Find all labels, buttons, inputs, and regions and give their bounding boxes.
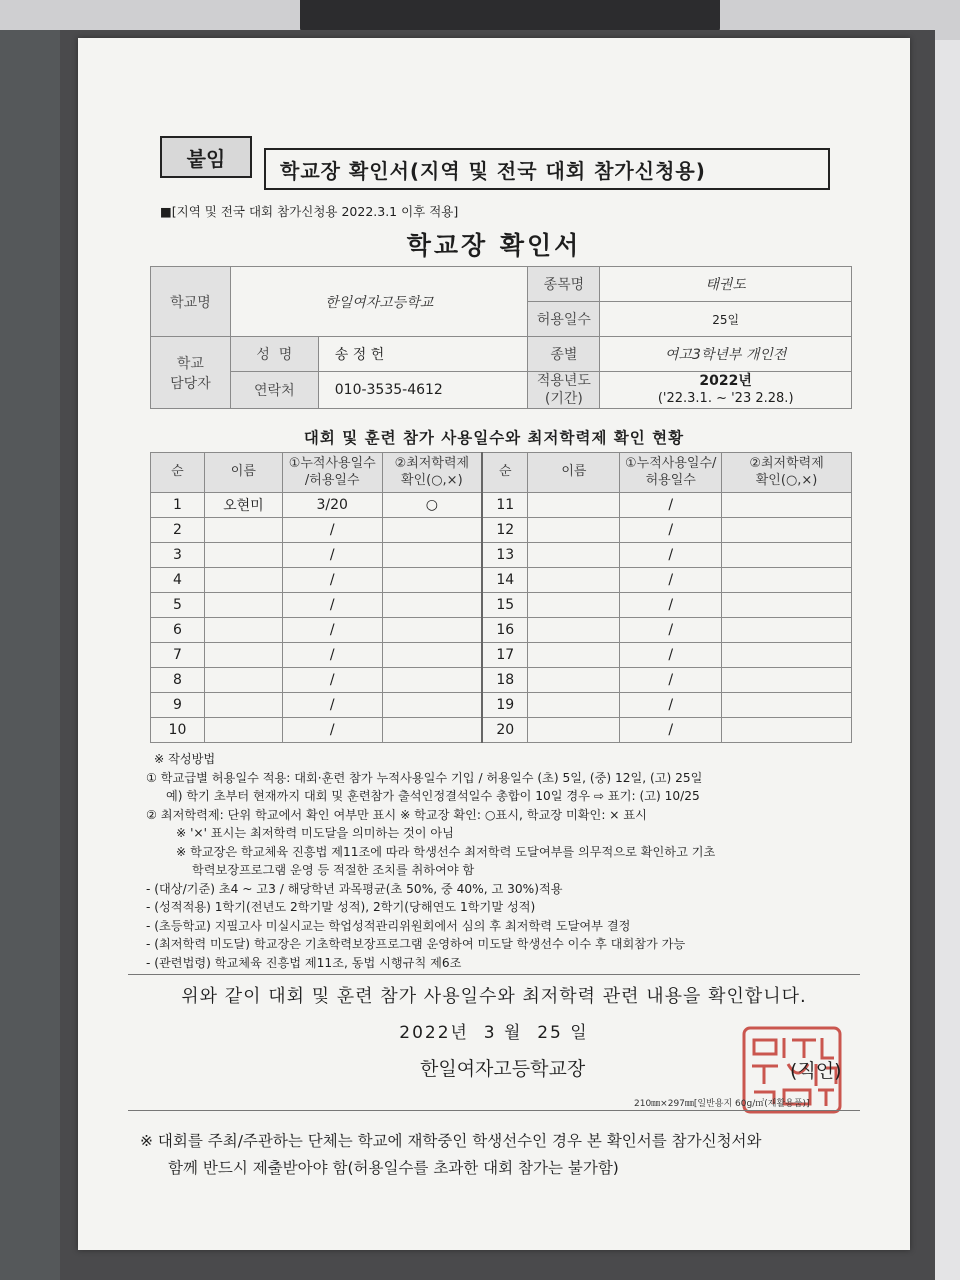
table-cell bbox=[722, 718, 852, 743]
col-no-left: 순 bbox=[151, 453, 205, 493]
col-days-left-line1: ①누적사용일수 bbox=[288, 456, 376, 472]
divider bbox=[128, 974, 860, 975]
table-cell bbox=[528, 718, 620, 743]
table-cell bbox=[528, 518, 620, 543]
table-row bbox=[151, 493, 852, 518]
col-check-right-line1: ②최저학력제 bbox=[749, 456, 824, 472]
note-line: 예) 학기 초부터 현재까지 대회 및 훈련참가 출석인정결석일수 총합이 10일 경우 ⇨ 표기: (고) 10/25 bbox=[166, 789, 700, 803]
note-line: 학력보장프로그램 운영 등 적절한 조치를 취하여야 함 bbox=[192, 863, 475, 877]
event-label: 종목명 bbox=[528, 267, 600, 302]
contact-label: 연락처 bbox=[230, 372, 318, 409]
usage-table bbox=[150, 452, 852, 743]
period-value: ('22.3.1. ~ '23 2.28.) bbox=[657, 391, 794, 406]
table-cell bbox=[382, 693, 482, 718]
table-cell: 6 bbox=[151, 618, 205, 643]
note-line: ② 최저학력제: 단위 학교에서 확인 여부만 표시 ※ 학교장 확인: ○표시, 학교장 미확인: × 표시 bbox=[146, 807, 647, 822]
table-cell bbox=[722, 543, 852, 568]
table-cell: 13 bbox=[482, 543, 528, 568]
note-line: ※ 작성방법 bbox=[154, 752, 216, 766]
table-cell: 8 bbox=[151, 668, 205, 693]
page-title: 학교장 확인서 bbox=[406, 231, 582, 260]
instructions bbox=[146, 750, 866, 972]
note-line: - (대상/기준) 초4 ~ 고3 / 해당학년 과목평균(초 50%, 중 40%, 고 30%)적용 bbox=[146, 881, 563, 896]
note-line: ① 학교급별 허용일수 적용: 대회·훈련 참가 누적사용일수 기입 / 허용일수 (초) 5일, (중) 12일, (고) 25일 bbox=[146, 770, 703, 785]
seal-label: (직인) bbox=[790, 1060, 842, 1082]
col-days-right-line1: ①누적사용일수/ bbox=[625, 456, 717, 472]
table-row bbox=[151, 543, 852, 568]
table-cell: 12 bbox=[482, 518, 528, 543]
table-cell: 20 bbox=[482, 718, 528, 743]
manager-label-line2: 담당자 bbox=[170, 375, 211, 392]
table-cell bbox=[382, 518, 482, 543]
table-cell: 11 bbox=[482, 493, 528, 518]
table-cell: / bbox=[620, 643, 722, 668]
table-cell bbox=[204, 618, 282, 643]
table-cell bbox=[204, 593, 282, 618]
paper-spec: 210㎜×297㎜[일반용지 60g/㎡(재활용품)] bbox=[634, 1099, 810, 1109]
table-cell bbox=[528, 618, 620, 643]
table-cell bbox=[382, 593, 482, 618]
attachment-tag: 붙임 bbox=[160, 136, 252, 178]
table-cell: / bbox=[620, 718, 722, 743]
manager-name: 송 정 헌 bbox=[318, 337, 528, 372]
table-cell: / bbox=[282, 518, 382, 543]
table-cell bbox=[528, 693, 620, 718]
table-cell bbox=[722, 593, 852, 618]
table-cell bbox=[204, 518, 282, 543]
table-cell bbox=[722, 668, 852, 693]
school-label: 학교명 bbox=[151, 267, 231, 337]
table-row bbox=[151, 668, 852, 693]
table-cell bbox=[528, 493, 620, 518]
table-cell: / bbox=[282, 568, 382, 593]
col-check-right bbox=[722, 453, 852, 493]
table-cell: 오현미 bbox=[204, 493, 282, 518]
table-cell bbox=[204, 668, 282, 693]
col-no-right: 순 bbox=[482, 453, 528, 493]
col-days-left bbox=[282, 453, 382, 493]
table-cell bbox=[528, 643, 620, 668]
col-days-left-line2: /허용일수 bbox=[304, 472, 360, 488]
table-cell bbox=[722, 518, 852, 543]
table-cell bbox=[382, 543, 482, 568]
table-cell: 10 bbox=[151, 718, 205, 743]
col-name-right: 이름 bbox=[528, 453, 620, 493]
table-cell bbox=[382, 668, 482, 693]
table-cell bbox=[722, 693, 852, 718]
col-name-left: 이름 bbox=[204, 453, 282, 493]
table-cell bbox=[528, 593, 620, 618]
table-cell: 16 bbox=[482, 618, 528, 643]
table-cell: / bbox=[620, 568, 722, 593]
col-days-right bbox=[620, 453, 722, 493]
table-cell: 4 bbox=[151, 568, 205, 593]
table-cell: / bbox=[620, 668, 722, 693]
note-line: - (관련법령) 학교체육 진흥법 제11조, 동법 시행규칙 제6조 bbox=[146, 955, 462, 970]
table-cell: 18 bbox=[482, 668, 528, 693]
table-cell: 9 bbox=[151, 693, 205, 718]
col-check-left-line2: 확인(○,×) bbox=[401, 472, 463, 488]
table-cell: / bbox=[282, 543, 382, 568]
table-cell: / bbox=[620, 543, 722, 568]
table-cell: / bbox=[282, 693, 382, 718]
table-cell: 19 bbox=[482, 693, 528, 718]
table-cell: 5 bbox=[151, 593, 205, 618]
contact-value: 010-3535-4612 bbox=[318, 372, 528, 409]
year-label-line1: 적용년도 bbox=[536, 373, 591, 389]
note-line: - (최저학력 미도달) 학교장은 기초학력보장프로그램 운영하여 미도달 학생선수 이수 후 대회참가 가능 bbox=[146, 937, 686, 951]
table-row bbox=[151, 643, 852, 668]
col-days-right-line2: 허용일수 bbox=[645, 472, 696, 488]
table-cell bbox=[722, 618, 852, 643]
issue-date: 2022년 3 월 25 일 bbox=[399, 1023, 589, 1043]
table-cell: 15 bbox=[482, 593, 528, 618]
allowed-days-value: 25일 bbox=[600, 302, 852, 337]
document-heading-box: 학교장 확인서(지역 및 전국 대회 참가신청용) bbox=[264, 148, 830, 190]
table-cell bbox=[722, 568, 852, 593]
note-line: ※ '×' 표시는 최저학력 미도달을 의미하는 것이 아님 bbox=[176, 826, 454, 840]
table-cell: 3/20 bbox=[282, 493, 382, 518]
table-cell: 17 bbox=[482, 643, 528, 668]
table-cell bbox=[528, 568, 620, 593]
note-line: ※ 학교장은 학교체육 진흥법 제11조에 따라 학생선수 최저학력 도달여부를 의무적으로 확인하고 기초 bbox=[176, 844, 716, 859]
manager-label bbox=[151, 337, 231, 409]
table-cell bbox=[722, 643, 852, 668]
table-row bbox=[151, 718, 852, 743]
note-line: - (초등학교) 지필고사 미실시교는 학업성적관리위원회에서 심의 후 최저학력 도달여부 결정 bbox=[146, 918, 631, 933]
table-cell bbox=[204, 643, 282, 668]
year-label-line2: (기간) bbox=[544, 391, 583, 407]
table-cell: / bbox=[282, 668, 382, 693]
info-table bbox=[150, 266, 852, 409]
footer-line: ※ 대회를 주최/주관하는 단체는 학교에 재학중인 학생선수인 경우 본 확인서를 참가신청서와 bbox=[140, 1132, 762, 1150]
year-value: 2022년 bbox=[699, 373, 752, 389]
table-cell: / bbox=[620, 618, 722, 643]
allowed-days-label: 허용일수 bbox=[528, 302, 600, 337]
table-cell bbox=[528, 668, 620, 693]
laptop-edge bbox=[300, 0, 720, 34]
name-label: 성 명 bbox=[230, 337, 318, 372]
table-cell: 14 bbox=[482, 568, 528, 593]
division-value: 여고3학년부 개인전 bbox=[600, 337, 852, 372]
principal-name: 한일여자고등학교장 bbox=[420, 1058, 586, 1080]
division-label: 종별 bbox=[528, 337, 600, 372]
col-check-left bbox=[382, 453, 482, 493]
table-cell bbox=[204, 718, 282, 743]
table-row bbox=[151, 618, 852, 643]
table-cell: / bbox=[620, 593, 722, 618]
year-label bbox=[528, 372, 600, 409]
table-cell: / bbox=[282, 718, 382, 743]
table-cell: / bbox=[620, 693, 722, 718]
table-row bbox=[151, 593, 852, 618]
table-cell bbox=[382, 568, 482, 593]
table-cell bbox=[204, 543, 282, 568]
table-cell bbox=[382, 643, 482, 668]
table-cell bbox=[528, 543, 620, 568]
binder-spine bbox=[0, 30, 60, 1280]
table-cell bbox=[204, 568, 282, 593]
table-cell bbox=[382, 618, 482, 643]
table-cell: 1 bbox=[151, 493, 205, 518]
usage-table-body bbox=[151, 493, 852, 743]
table-cell bbox=[722, 493, 852, 518]
table-cell: 3 bbox=[151, 543, 205, 568]
table-cell: / bbox=[282, 593, 382, 618]
manager-label-line1: 학교 bbox=[176, 355, 204, 372]
table-row bbox=[151, 693, 852, 718]
col-check-right-line2: 확인(○,×) bbox=[755, 472, 818, 488]
school-name: 한일여자고등학교 bbox=[230, 267, 528, 337]
divider bbox=[128, 1110, 860, 1111]
table-cell: 7 bbox=[151, 643, 205, 668]
usage-section-title: 대회 및 훈련 참가 사용일수와 최저학력제 확인 현황 bbox=[303, 429, 685, 447]
table-cell bbox=[382, 718, 482, 743]
footer-line: 함께 반드시 제출받아야 함(허용일수를 초과한 대회 참가는 불가함) bbox=[168, 1159, 619, 1177]
table-cell: / bbox=[620, 518, 722, 543]
col-check-left-line1: ②최저학력제 bbox=[394, 456, 470, 472]
event-value: 태권도 bbox=[600, 267, 852, 302]
table-cell: / bbox=[620, 493, 722, 518]
table-cell: / bbox=[282, 643, 382, 668]
table-cell: ○ bbox=[382, 493, 482, 518]
table-row bbox=[151, 518, 852, 543]
confirmation-statement: 위와 같이 대회 및 훈련 참가 사용일수와 최저학력 관련 내용을 확인합니다. bbox=[181, 986, 807, 1007]
table-cell bbox=[204, 693, 282, 718]
table-row bbox=[151, 568, 852, 593]
note-line: - (성적적용) 1학기(전년도 2학기말 성적), 2학기(당해연도 1학기말 성적) bbox=[146, 900, 536, 914]
table-cell: 2 bbox=[151, 518, 205, 543]
scope-note: ■[지역 및 전국 대회 참가신청용 2022.3.1 이후 적용] bbox=[160, 204, 459, 219]
table-cell: / bbox=[282, 618, 382, 643]
footer-note bbox=[140, 1128, 870, 1182]
year-cell bbox=[600, 372, 852, 409]
document-page bbox=[78, 38, 910, 1250]
